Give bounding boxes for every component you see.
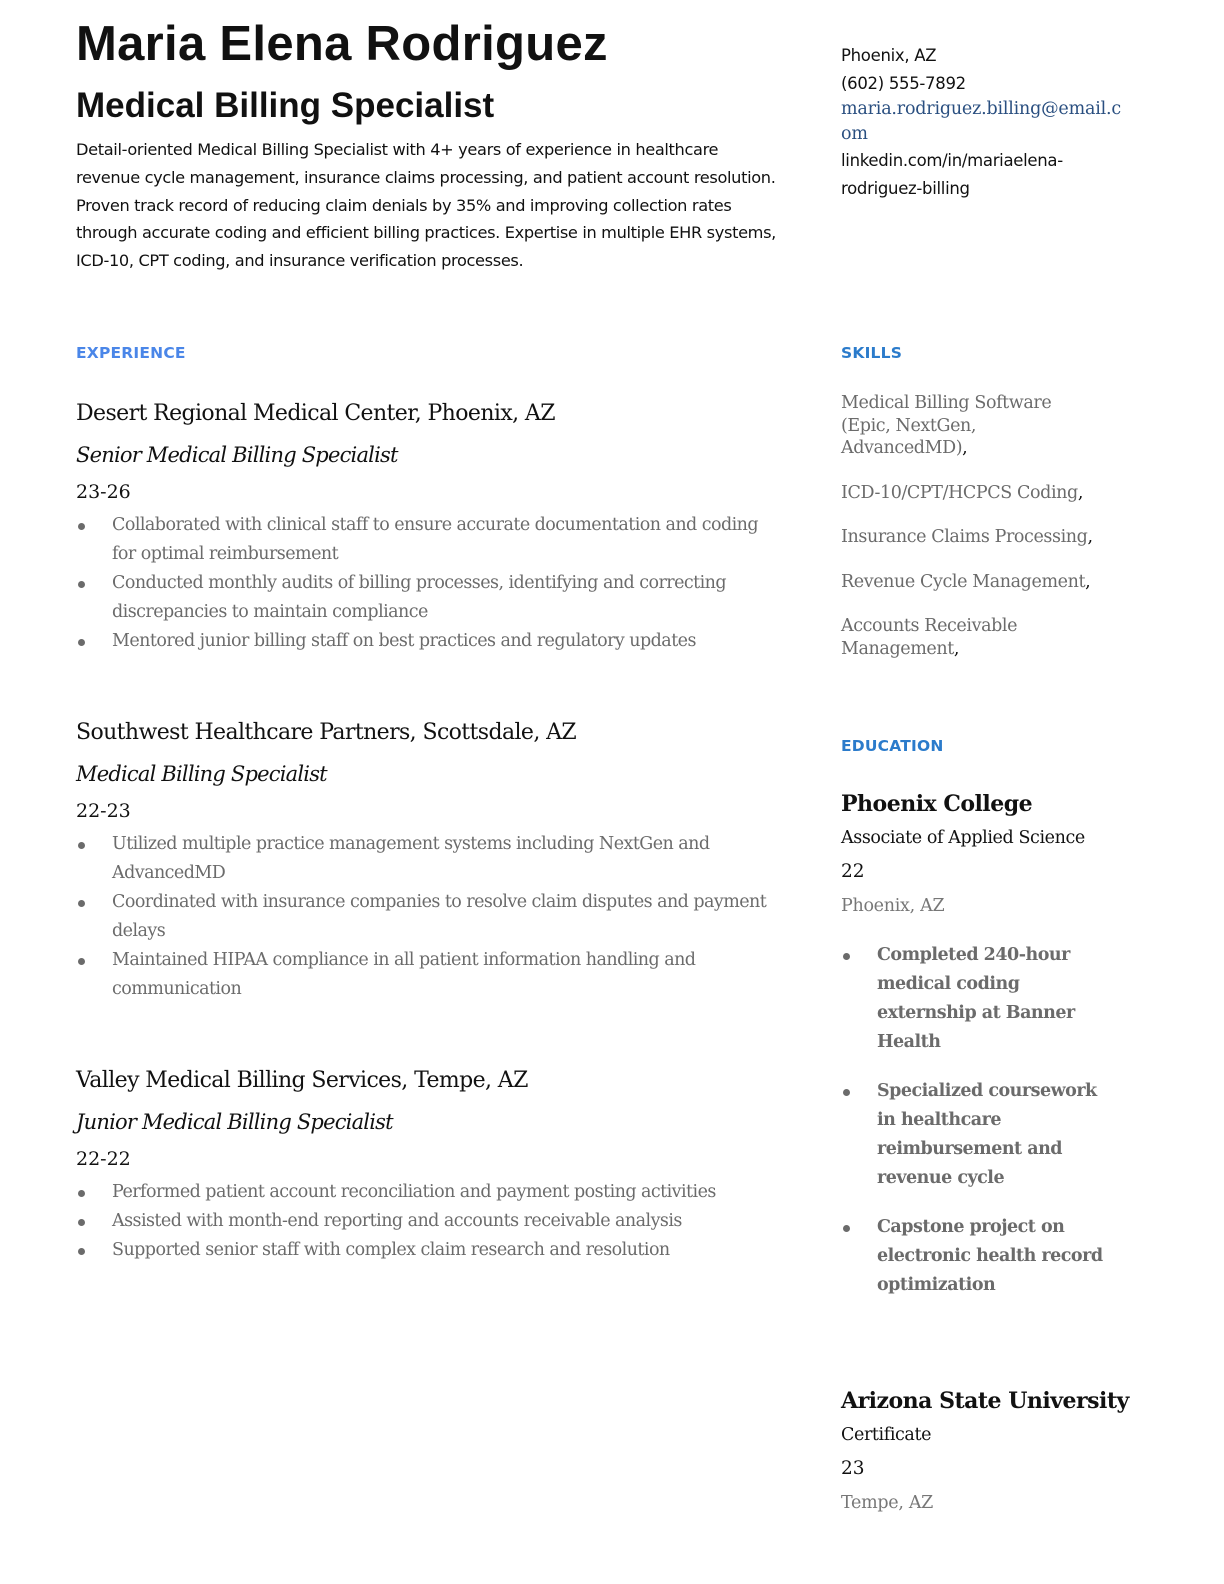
skill-item — [841, 615, 1041, 660]
skill-text: Medical Billing Software (Epic, NextGen, AdvancedMD) — [841, 393, 1052, 458]
bullet-text: Completed 240-hour medical coding externship at Banner Health — [877, 945, 1075, 1052]
education-section — [841, 737, 1111, 755]
job-bullet — [76, 888, 776, 946]
candidate-name: Maria Elena Rodriguez — [76, 17, 608, 71]
skill-text: ICD-10/CPT/HCPCS Coding — [841, 482, 1078, 503]
graduation-year: 22 — [841, 861, 865, 882]
bullet-text: Utilized multiple practice management systems including NextGen and AdvancedMD — [112, 834, 710, 883]
education-entry — [841, 789, 1106, 1320]
main-column — [76, 14, 776, 1260]
bullet-icon — [78, 842, 85, 849]
skill-item — [841, 526, 1111, 549]
bullet-icon — [843, 1089, 850, 1096]
bullet-text: Assisted with month-end reporting and accounts receivable analysis — [112, 1211, 682, 1231]
job-role: Medical Billing Specialist — [76, 762, 327, 786]
bullet-icon — [78, 900, 85, 907]
contact-email-link[interactable]: maria.rodriguez.billing@email.com — [841, 99, 1121, 144]
job-bullets — [76, 511, 776, 656]
skill-text: Insurance Claims Processing — [841, 527, 1088, 547]
bullet-text: Maintained HIPAA compliance in all patient information handling and communication — [112, 950, 696, 999]
degree: Certificate — [841, 1425, 932, 1445]
job-dates: 22-22 — [76, 1148, 131, 1170]
bullet-text: Supported senior staff with complex claim research and resolution — [112, 1240, 670, 1260]
job-entry — [76, 718, 776, 1004]
summary-text: Detail-oriented Medical Billing Specialist with 4+ years of experience in healthcare revenue cycle management, insurance claims processing, and patient account resolution. Proven track record of reducing claim denials by 35% and improving collection rates through accurate coding and efficient billing practices. Expertise in multiple EHR systems, ICD-10, CPT coding, and insurance verification processes. — [76, 140, 776, 271]
job-bullet — [76, 1178, 776, 1207]
skill-separator: , — [1085, 571, 1091, 592]
job-bullets — [76, 830, 776, 1004]
bullet-text: Conducted monthly audits of billing processes, identifying and correcting discrepancies to maintain compliance — [112, 573, 727, 622]
school-name: Phoenix College — [841, 791, 1033, 817]
skill-separator: , — [1087, 527, 1093, 547]
bullet-icon — [843, 953, 850, 960]
contact-block — [841, 42, 1121, 202]
skills-heading: SKILLS — [841, 344, 903, 362]
bullet-text: Collaborated with clinical staff to ensure accurate documentation and coding for optimal reimbursement — [112, 515, 759, 564]
graduation-year: 23 — [841, 1458, 865, 1479]
degree: Associate of Applied Science — [841, 828, 1085, 848]
bullet-text: Specialized coursework in healthcare reimbursement and revenue cycle — [877, 1081, 1097, 1188]
school-location: Phoenix, AZ — [841, 896, 945, 916]
education-heading: EDUCATION — [841, 737, 944, 755]
bullet-text: Mentored junior billing staff on best practices and regulatory updates — [112, 631, 696, 651]
job-bullet — [76, 1207, 776, 1236]
contact-phone: (602) 555-7892 — [841, 73, 966, 93]
skills-section — [841, 344, 1111, 660]
job-bullet — [76, 1236, 776, 1265]
bullet-icon — [78, 523, 85, 530]
skill-item — [841, 482, 1111, 505]
bullet-text: Performed patient account reconciliation and payment posting activities — [112, 1182, 716, 1202]
job-company: Desert Regional Medical Center, Phoenix, AZ — [76, 401, 555, 426]
education-bullet — [841, 1077, 1106, 1193]
school-name: Arizona State University — [841, 1388, 1129, 1414]
experience-heading: EXPERIENCE — [76, 344, 186, 362]
candidate-headline: Medical Billing Specialist — [76, 86, 495, 125]
bullet-icon — [78, 581, 85, 588]
job-company: Southwest Healthcare Partners, Scottsdale, AZ — [76, 720, 577, 745]
education-entry — [841, 1386, 1131, 1516]
job-bullet — [76, 830, 776, 888]
skill-text: Revenue Cycle Management — [841, 571, 1086, 592]
job-company: Valley Medical Billing Services, Tempe, AZ — [76, 1068, 528, 1093]
job-entry — [76, 399, 776, 656]
skill-separator: , — [953, 638, 960, 659]
education-bullets — [841, 941, 1106, 1300]
job-bullet — [76, 946, 776, 1004]
bullet-icon — [843, 1225, 850, 1232]
bullet-text: Coordinated with insurance companies to resolve claim disputes and payment delays — [112, 892, 767, 941]
skill-item — [841, 571, 1111, 594]
bullet-icon — [78, 958, 85, 965]
education-bullet — [841, 1213, 1106, 1300]
job-bullet — [76, 511, 776, 569]
contact-linkedin-link[interactable]: linkedin.com/in/mariaelena-rodriguez-billing — [841, 151, 1063, 198]
job-dates: 23-26 — [76, 481, 131, 503]
skill-separator: , — [962, 438, 968, 458]
job-bullet — [76, 627, 776, 656]
school-location: Tempe, AZ — [841, 1493, 934, 1513]
job-bullets — [76, 1178, 776, 1265]
bullet-icon — [78, 1219, 85, 1226]
bullet-icon — [78, 1248, 85, 1255]
job-role: Junior Medical Billing Specialist — [76, 1110, 393, 1134]
contact-location: Phoenix, AZ — [841, 46, 937, 65]
skill-separator: , — [1077, 482, 1084, 503]
experience-section — [76, 344, 186, 362]
skill-text: Accounts Receivable Management — [841, 616, 1018, 659]
skills-list — [841, 392, 1111, 660]
education-bullet — [841, 941, 1106, 1057]
bullet-text: Capstone project on electronic health record optimization — [877, 1217, 1103, 1295]
skill-item — [841, 392, 1071, 460]
bullet-icon — [78, 1190, 85, 1197]
job-dates: 22-23 — [76, 800, 131, 822]
job-entry — [76, 1066, 776, 1265]
job-role: Senior Medical Billing Specialist — [76, 443, 398, 467]
bullet-icon — [78, 639, 85, 646]
job-bullet — [76, 569, 776, 627]
sidebar-column — [841, 42, 1121, 202]
